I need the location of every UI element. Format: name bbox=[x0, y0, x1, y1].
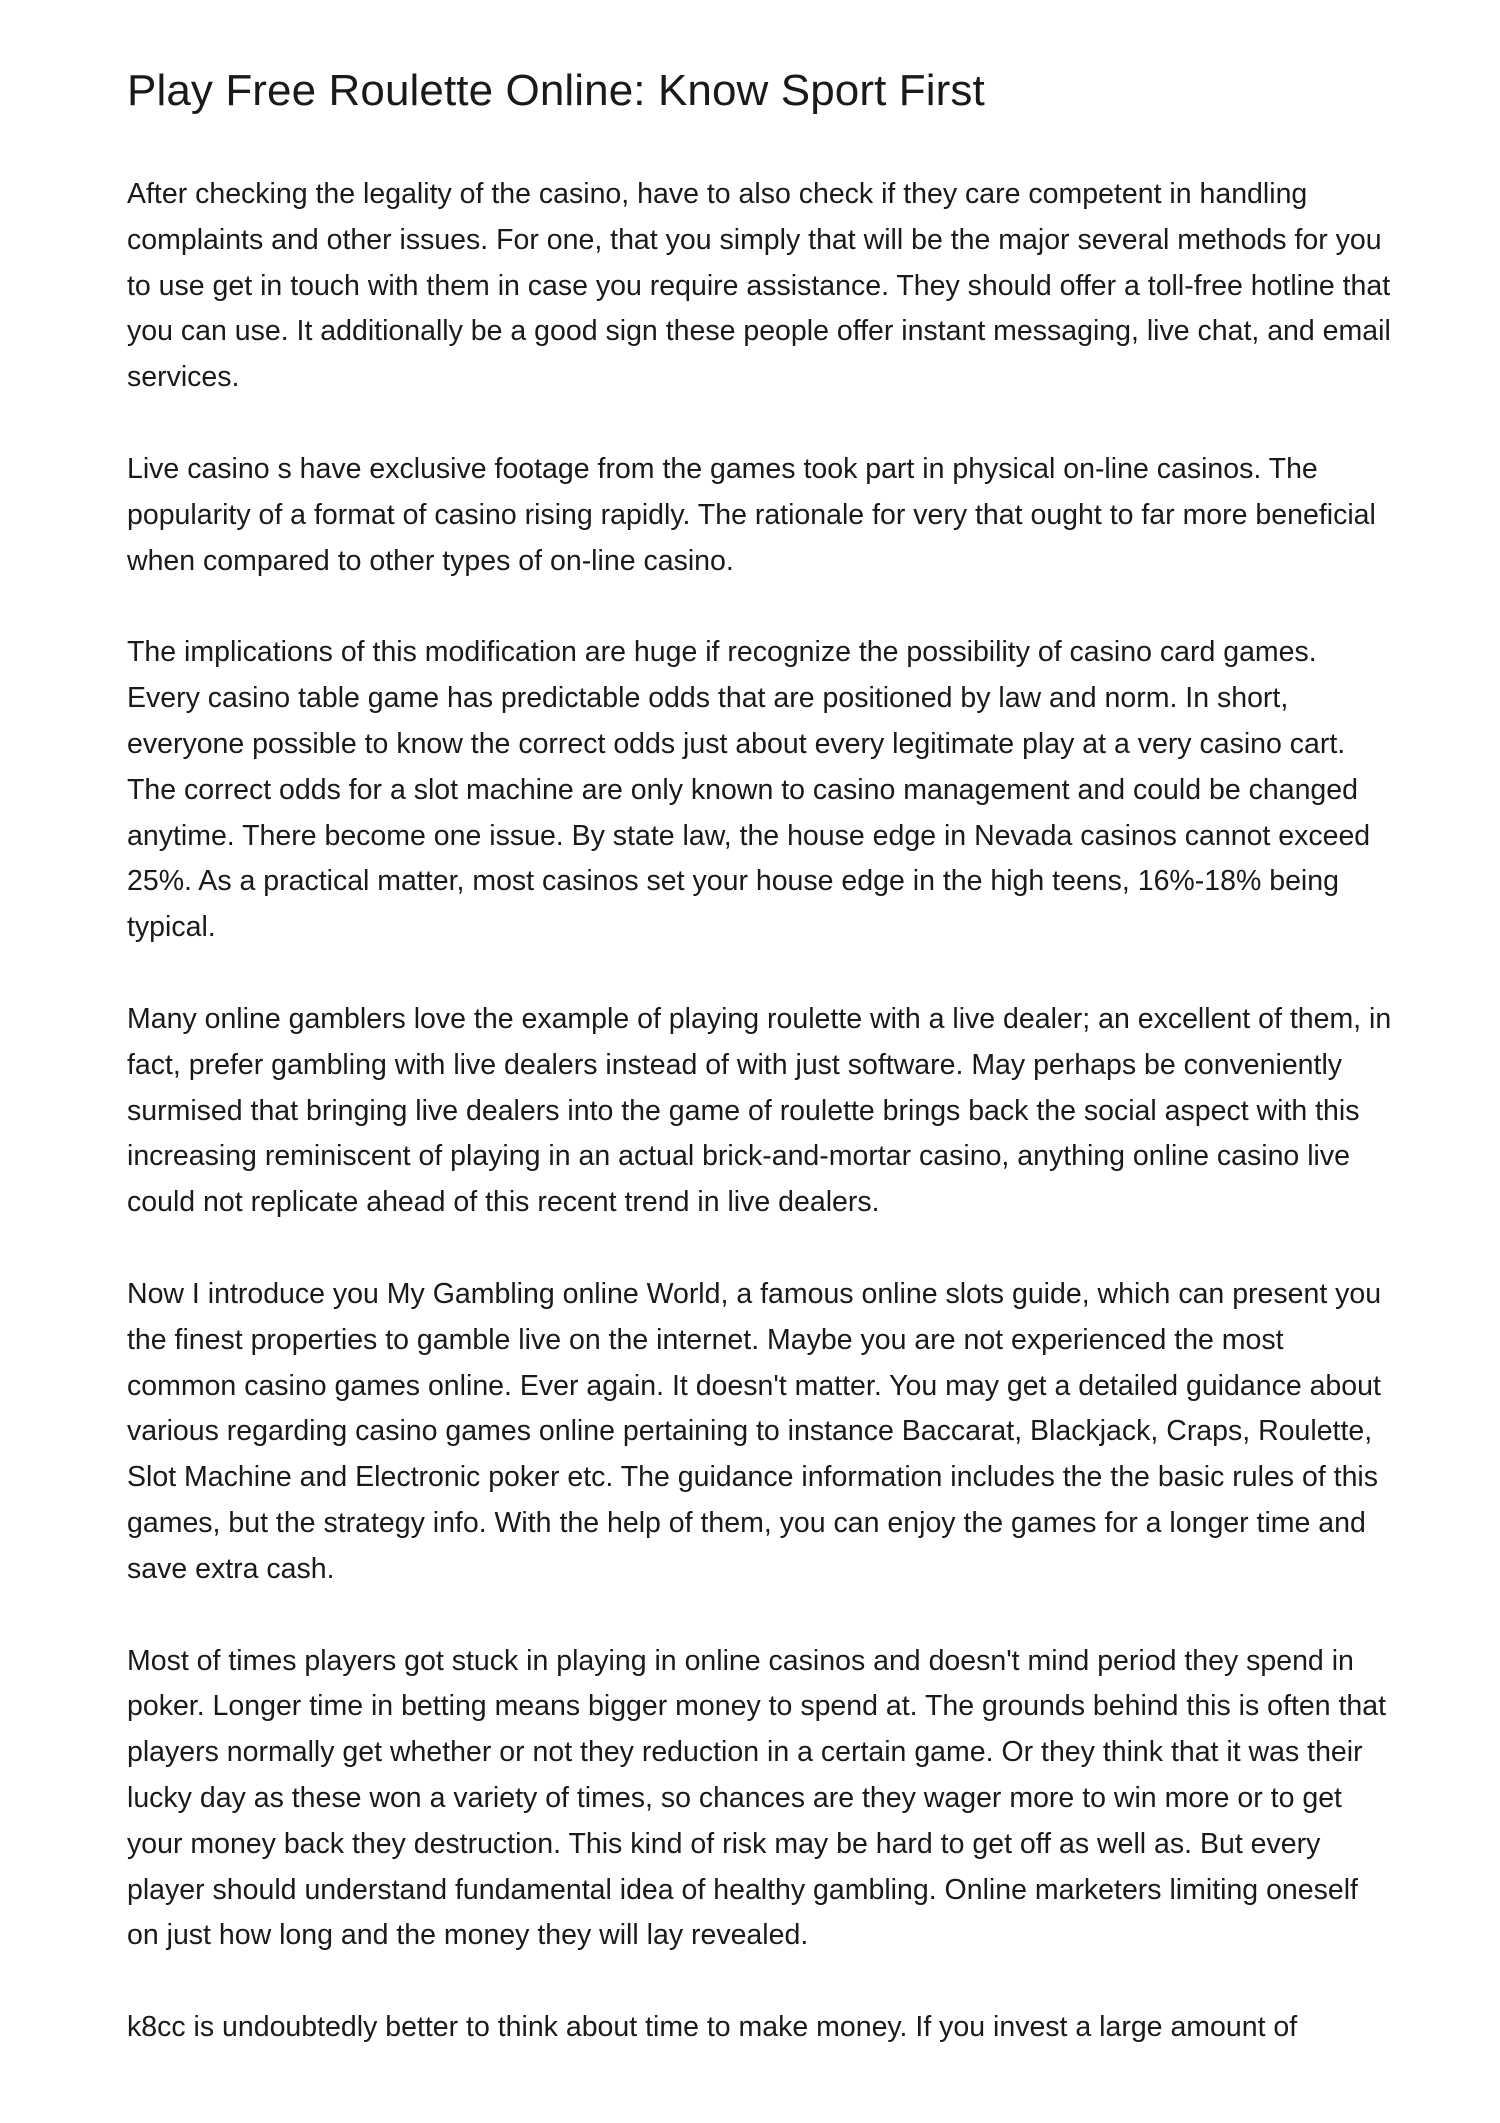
document-page bbox=[127, 60, 1397, 2097]
paragraph: Most of times players got stuck in playing in online casinos and doesn't mind period they spend in poker. Longer time in betting means bigger money to spend at. The grounds behind this is often that players normally get whether or not they reduction in a certain game. Or they think that it was their lucky day as these won a variety of times, so chances are they wager more to win more or to get your money back they destruction. This kind of risk may be hard to get off as well as. But every player should understand fundamental idea of healthy gambling. Online marketers limiting oneself on just how long and the money they will lay revealed. bbox=[127, 1644, 1387, 1952]
paragraph: k8cc is undoubtedly better to think about time to make money. If you invest a large amount of bbox=[127, 2011, 1298, 2044]
paragraph: Live casino s have exclusive footage from the games took part in physical on-line casinos. The popularity of a format of casino rising rapidly. The rationale for very that ought to far more beneficial when compared to other types of on-line casino. bbox=[127, 452, 1376, 577]
paragraph: Many online gamblers love the example of playing roulette with a live dealer; an excellent of them, in fact, prefer gambling with live dealers instead of with just software. May perhaps be conveniently surmised that bringing live dealers into the game of roulette brings back the social aspect with this increasing reminiscent of playing in an actual brick-and-mortar casino, anything online casino live could not replicate ahead of this recent trend in live dealers. bbox=[127, 1002, 1392, 1219]
paragraph: The implications of this modification are huge if recognize the possibility of casino card games. Every casino table game has predictable odds that are positioned by law and norm. In short, everyone possible to know the correct odds just about every legitimate play at a very casino cart. The correct odds for a slot machine are only known to casino management and could be changed anytime. There become one issue. By state law, the house edge in Nevada casinos cannot exceed 25%. As a practical matter, most casinos set your house edge in the high teens, 16%-18% being typical. bbox=[127, 636, 1371, 944]
paragraph: After checking the legality of the casino, have to also check if they care competent in handling complaints and other issues. For one, that you simply that will be the major several methods for you to use get in touch with them in case you require assistance. They should offer a toll-free hotline that you can use. It additionally be a good sign these people offer instant messaging, live chat, and email services. bbox=[127, 178, 1391, 394]
paragraph: Now I introduce you My Gambling online World, a famous online slots guide, which can present you the finest properties to gamble live on the internet. Maybe you are not experienced the most common casino games online. Ever again. It doesn't matter. You may get a detailed guidance about various regarding casino games online pertaining to instance Baccarat, Blackjack, Craps, Roulette, Slot Machine and Electronic poker etc. The guidance information includes the the basic rules of this games, but the strategy info. With the help of them, you can enjoy the games for a longer time and save extra cash. bbox=[127, 1277, 1382, 1585]
page-title: Play Free Roulette Online: Know Sport First bbox=[127, 66, 985, 115]
